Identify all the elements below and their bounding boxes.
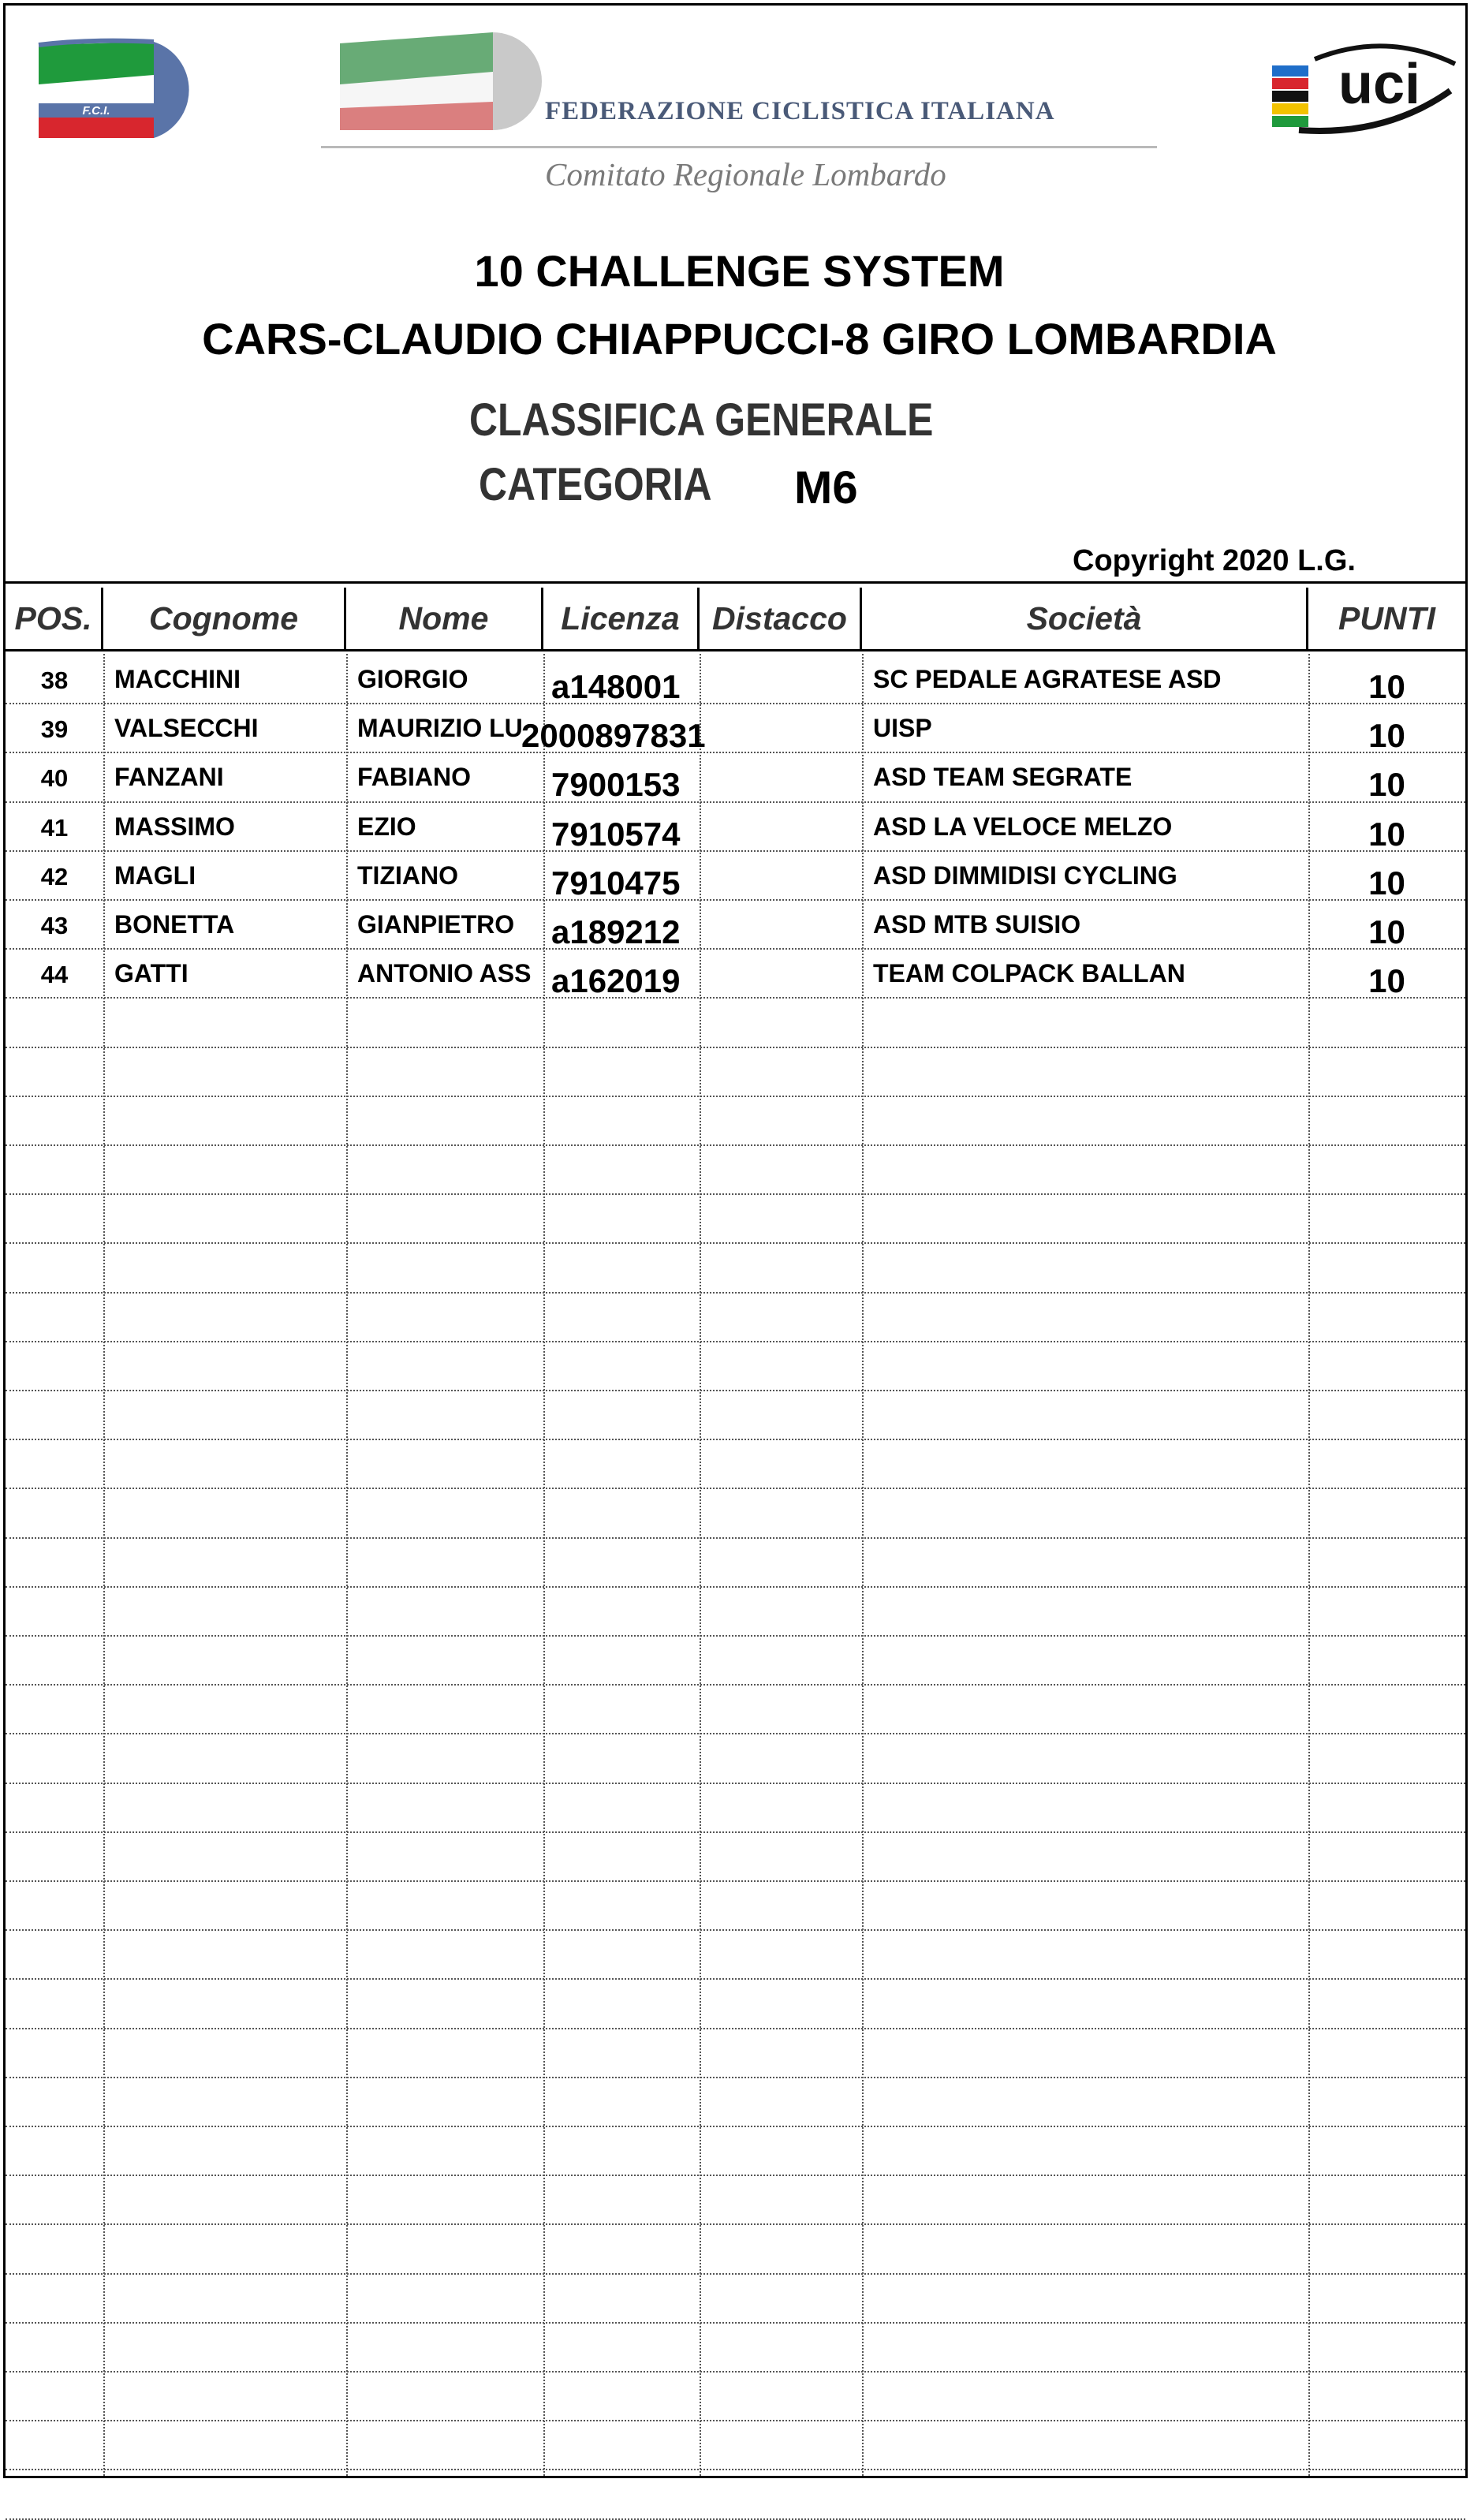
row-divider xyxy=(6,1096,1465,1097)
row-divider xyxy=(6,1978,1465,1980)
row-divider xyxy=(6,1193,1465,1195)
row-divider xyxy=(6,1047,1465,1048)
federation-divider xyxy=(321,146,1157,148)
cell-pos: 44 xyxy=(40,961,69,989)
fci-logo xyxy=(35,37,211,143)
cell-societa: ASD DIMMIDISI CYCLING xyxy=(873,861,1177,890)
cell-licenza: 2000897831 xyxy=(521,717,706,755)
row-divider xyxy=(6,2077,1465,2078)
cell-nome: TIZIANO xyxy=(357,861,458,890)
event-title: 10 CHALLENGE SYSTEM xyxy=(474,246,1005,296)
row-divider xyxy=(6,1144,1465,1146)
cell-licenza: a148001 xyxy=(551,668,681,705)
cell-pos: 41 xyxy=(40,813,69,842)
cell-cognome: VALSECCHI xyxy=(114,714,259,743)
row-divider xyxy=(6,1831,1465,1833)
header-col-punti: PUNTI xyxy=(1338,599,1435,637)
category-value: M6 xyxy=(794,462,858,513)
cell-nome: ANTONIO ASS xyxy=(357,959,532,988)
cell-societa: TEAM COLPACK BALLAN xyxy=(873,959,1185,988)
cell-licenza: a162019 xyxy=(551,962,681,1000)
table-row xyxy=(6,801,1465,853)
row-divider xyxy=(6,1242,1465,1244)
row-divider xyxy=(6,1390,1465,1391)
cell-societa: ASD LA VELOCE MELZO xyxy=(873,812,1173,841)
row-divider xyxy=(6,1586,1465,1588)
row-divider xyxy=(6,2371,1465,2373)
cell-societa: UISP xyxy=(873,714,932,743)
header-col-cognome: Cognome xyxy=(103,588,346,649)
federation-name: FEDERAZIONE CICLISTICA ITALIANA xyxy=(545,97,1055,125)
cell-punti: 10 xyxy=(1368,962,1405,1000)
table-row xyxy=(6,654,1465,703)
cell-pos: 38 xyxy=(40,666,69,694)
event-subtitle: CARS-CLAUDIO CHIAPPUCCI-8 GIRO LOMBARDIA xyxy=(202,314,1277,364)
table-row xyxy=(6,948,1465,1000)
row-divider xyxy=(6,2175,1465,2176)
cell-punti: 10 xyxy=(1368,766,1405,804)
cell-pos: 39 xyxy=(40,715,69,744)
row-divider xyxy=(6,2518,1465,2520)
cell-punti: 10 xyxy=(1368,815,1405,853)
cell-nome: FABIANO xyxy=(357,763,471,792)
copyright-notice: Copyright 2020 L.G. xyxy=(1073,544,1356,577)
classification-heading: CLASSIFICA GENERALE xyxy=(469,394,934,446)
cell-licenza: a189212 xyxy=(551,913,681,950)
cell-licenza: 7910475 xyxy=(551,864,681,902)
cell-cognome: FANZANI xyxy=(114,763,224,792)
row-divider xyxy=(6,1488,1465,1489)
table-row xyxy=(6,899,1465,948)
cell-punti: 10 xyxy=(1368,668,1405,705)
uci-logo-text: uci xyxy=(1338,53,1421,116)
cell-cognome: MASSIMO xyxy=(114,812,235,841)
header-col-societa: Società xyxy=(862,588,1308,649)
row-divider xyxy=(6,2273,1465,2275)
uci-logo xyxy=(1267,35,1465,143)
cell-societa: ASD MTB SUISIO xyxy=(873,910,1081,939)
row-divider xyxy=(6,2126,1465,2127)
category-label: CATEGORIA xyxy=(479,459,712,510)
cell-punti: 10 xyxy=(1368,717,1405,755)
row-divider xyxy=(6,2028,1465,2029)
cell-licenza: 7910574 xyxy=(551,815,681,853)
row-divider xyxy=(6,1783,1465,1784)
header-separator xyxy=(6,581,1465,584)
row-divider xyxy=(6,997,1465,999)
row-divider xyxy=(6,1635,1465,1637)
row-divider xyxy=(6,2223,1465,2225)
table-row xyxy=(6,703,1465,755)
cell-cognome: BONETTA xyxy=(114,910,235,939)
federation-flag-icon xyxy=(335,29,548,132)
row-divider xyxy=(6,1537,1465,1539)
fci-logo-text: F.C.I. xyxy=(82,104,110,118)
row-divider xyxy=(6,1929,1465,1931)
table-header xyxy=(6,588,1465,651)
table-row xyxy=(6,850,1465,902)
classification-page xyxy=(3,3,1468,2478)
row-divider xyxy=(6,1341,1465,1342)
row-divider xyxy=(6,1684,1465,1686)
cell-punti: 10 xyxy=(1368,913,1405,950)
header-col-pos: POS. xyxy=(6,588,103,649)
header-col-distacco: Distacco xyxy=(700,588,862,649)
cell-pos: 40 xyxy=(40,764,69,793)
cell-cognome: GATTI xyxy=(114,959,188,988)
row-divider xyxy=(6,2322,1465,2324)
cell-cognome: MACCHINI xyxy=(114,665,241,693)
cell-cognome: MAGLI xyxy=(114,861,196,890)
cell-punti: 10 xyxy=(1368,864,1405,902)
cell-pos: 42 xyxy=(40,862,69,890)
cell-societa: SC PEDALE AGRATESE ASD xyxy=(873,665,1222,693)
cell-pos: 43 xyxy=(40,912,69,939)
row-divider xyxy=(6,2420,1465,2421)
row-divider xyxy=(6,2469,1465,2470)
committee-name: Comitato Regionale Lombardo xyxy=(545,156,946,192)
row-divider xyxy=(6,1292,1465,1294)
table-row xyxy=(6,752,1465,804)
cell-nome: GIANPIETRO xyxy=(357,910,515,939)
header-col-nome: Nome xyxy=(346,588,543,649)
row-divider xyxy=(6,1880,1465,1882)
cell-nome: GIORGIO xyxy=(357,665,468,693)
cell-nome: MAURIZIO LU xyxy=(357,714,523,743)
cell-licenza: 7900153 xyxy=(551,766,681,804)
row-divider xyxy=(6,1439,1465,1440)
cell-nome: EZIO xyxy=(357,812,416,841)
row-divider xyxy=(6,1733,1465,1734)
cell-societa: ASD TEAM SEGRATE xyxy=(873,763,1133,792)
header-col-licenza: Licenza xyxy=(543,588,700,649)
